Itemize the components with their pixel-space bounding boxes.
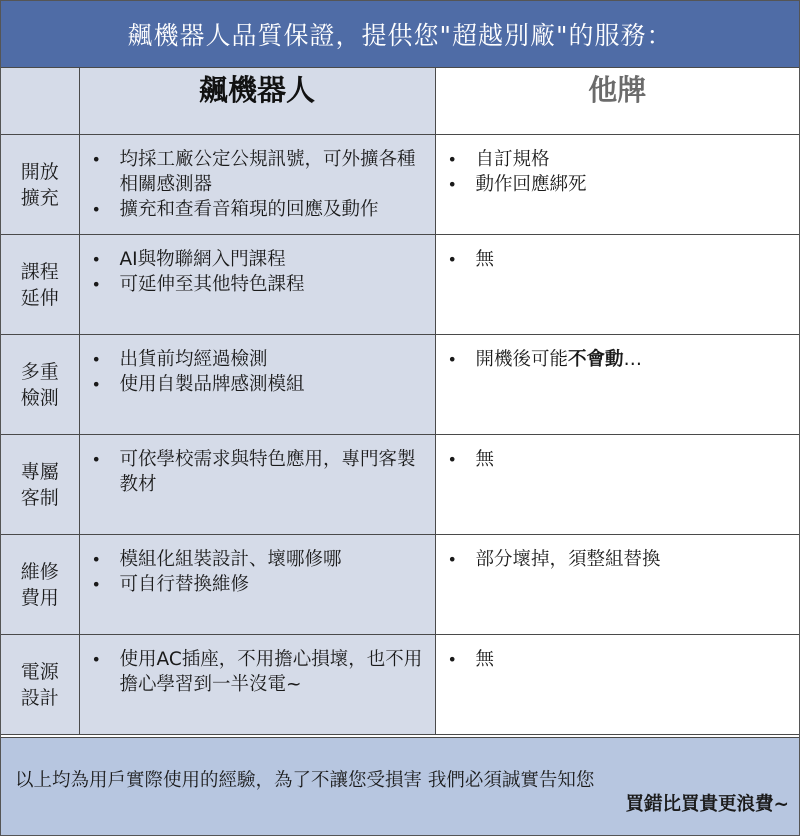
list-item: • 可延伸至其他特色課程 xyxy=(120,272,425,297)
list-item: • 部分壞掉，須整組替換 xyxy=(476,547,790,572)
category-label: 客制 xyxy=(20,486,59,509)
other-feature-cell xyxy=(435,135,799,235)
header-empty-cell xyxy=(1,68,79,135)
table-row xyxy=(1,435,799,535)
other-feature-cell xyxy=(435,535,799,635)
our-feature-cell xyxy=(79,435,435,535)
category-cell xyxy=(1,135,79,235)
item-emphasis: 不會動 xyxy=(568,349,624,370)
category-label: 維修 xyxy=(20,560,59,583)
item-text: … xyxy=(623,349,643,370)
category-cell xyxy=(1,335,79,435)
category-label: 多重 xyxy=(20,360,59,383)
category-label: 電源 xyxy=(20,660,59,683)
category-label: 擴充 xyxy=(20,186,59,209)
category-cell xyxy=(1,535,79,635)
list-item xyxy=(476,347,790,372)
list-item: • 無 xyxy=(476,647,790,672)
list-item: • 出貨前均經過檢測 xyxy=(120,347,425,372)
list-item: • 動作回應綁死 xyxy=(476,172,790,197)
table-row xyxy=(1,535,799,635)
list-item: • 自訂規格 xyxy=(476,147,790,172)
other-feature-cell xyxy=(435,235,799,335)
header-other-brand: 他牌 xyxy=(435,68,799,135)
category-cell xyxy=(1,435,79,535)
table-row xyxy=(1,335,799,435)
other-feature-cell xyxy=(435,435,799,535)
footer-emphasis: 買錯比買貴更浪費~ xyxy=(625,794,789,815)
category-label: 設計 xyxy=(20,686,59,709)
table-row xyxy=(1,635,799,735)
list-item: • AI與物聯網入門課程 xyxy=(120,247,425,272)
our-feature-cell xyxy=(79,135,435,235)
table-row xyxy=(1,135,799,235)
footer-note: 以上均為用戶實際使用的經驗，為了不讓您受損害 我們必須誠實告知您 xyxy=(15,770,595,791)
category-label: 檢測 xyxy=(20,386,59,409)
list-item: • 無 xyxy=(476,447,790,472)
category-label: 專屬 xyxy=(20,460,59,483)
category-label: 開放 xyxy=(20,160,59,183)
item-text: 開機後可能 xyxy=(475,349,569,370)
category-label: 費用 xyxy=(20,586,59,609)
our-feature-cell xyxy=(79,335,435,435)
list-item: • 擴充和查看音箱現的回應及動作 xyxy=(120,197,425,222)
list-item: • 可自行替換維修 xyxy=(120,572,425,597)
table-row xyxy=(1,235,799,335)
footer-banner xyxy=(1,737,799,835)
category-cell xyxy=(1,235,79,335)
list-item: • 使用AC插座，不用擔心損壞，也不用擔心學習到一半沒電~ xyxy=(120,647,425,697)
category-cell xyxy=(1,635,79,735)
other-feature-cell xyxy=(435,635,799,735)
our-feature-cell xyxy=(79,635,435,735)
category-label: 課程 xyxy=(20,260,59,283)
list-item: • 無 xyxy=(476,247,790,272)
table-header-row xyxy=(1,68,799,135)
list-item: • 使用自製品牌感測模組 xyxy=(120,372,425,397)
list-item: • 均採工廠公定公規訊號，可外擴各種相關感測器 xyxy=(120,147,425,197)
header-our-brand: 飆機器人 xyxy=(79,68,435,135)
comparison-table xyxy=(1,68,799,735)
category-label: 延伸 xyxy=(20,286,59,309)
list-item: • 可依學校需求與特色應用，專門客製教材 xyxy=(120,447,425,497)
other-feature-cell xyxy=(435,335,799,435)
our-feature-cell xyxy=(79,235,435,335)
list-item: • 模組化組裝設計、壞哪修哪 xyxy=(120,547,425,572)
page-title: 飆機器人品質保證，提供您"超越別廠"的服務： xyxy=(1,1,799,68)
our-feature-cell xyxy=(79,535,435,635)
